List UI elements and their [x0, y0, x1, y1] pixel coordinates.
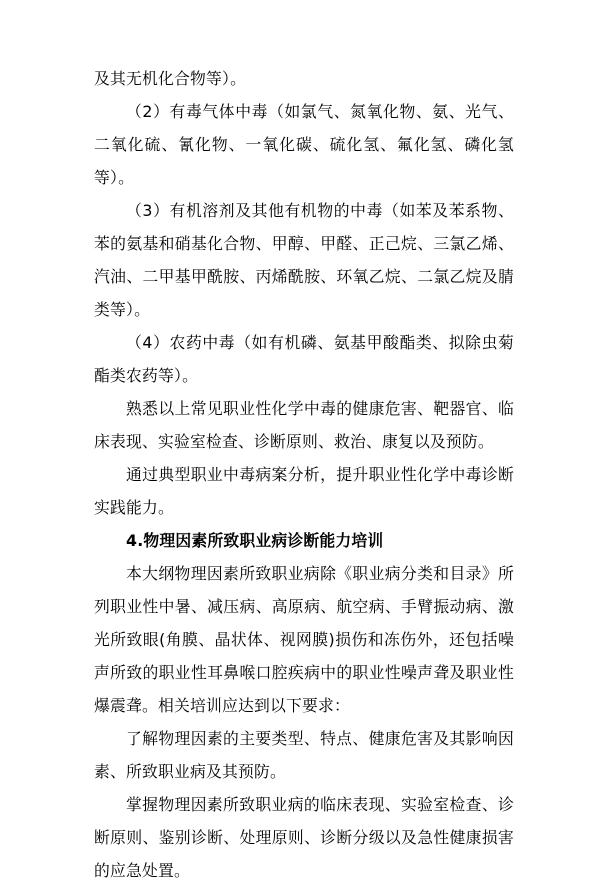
paragraph-understand-requirements: 了解物理因素的主要类型、特点、健康危害及其影响因素、所致职业病及其预防。	[94, 729, 514, 781]
document-body	[94, 62, 514, 887]
section-heading-physical-factors: 4.物理因素所致职业病诊断能力培训	[126, 531, 384, 550]
paragraph-continuation: 及其无机化合物等）。	[94, 69, 247, 88]
paragraph-organic-solvent-poisoning: （3）有机溶剂及其他有机物的中毒（如苯及苯系物、苯的氨基和硝基化合物、甲醇、甲醛、正己烷、三氯乙烯、汽油、二甲基甲酰胺、丙烯酰胺、环氧乙烷、二氯乙烷及腈类等）。	[94, 201, 514, 319]
paragraph-pesticide-poisoning: （4）农药中毒（如有机磷、氨基甲酸酯类、拟除虫菊酯类农药等）。	[94, 333, 514, 385]
paragraph-case-analysis: 通过典型职业中毒病案分析，提升职业性化学中毒诊断实践能力。	[94, 465, 514, 517]
paragraph-master-requirements: 掌握物理因素所致职业病的临床表现、实验室检查、诊断原则、鉴别诊断、处理原则、诊断分级以及急性健康损害的应急处置。	[94, 795, 514, 880]
paragraph-toxic-gas-poisoning: （2）有毒气体中毒（如氯气、氮氧化物、氨、光气、二氧化硫、氰化物、一氧化碳、硫化氢、氟化氢、磷化氢等）。	[94, 102, 514, 187]
paragraph-physical-factors-scope: 本大纲物理因素所致职业病除《职业病分类和目录》所列职业性中暑、减压病、高原病、航空病、手臂振动病、激光所致眼(角膜、晶状体、视网膜)损伤和冻伤外，还包括噪声所致的职业性耳鼻喉口腔疾病中的职业性噪声聋及职业性爆震聋。相关培训应达到以下要求：	[94, 564, 514, 715]
paragraph-familiarize-requirements: 熟悉以上常见职业性化学中毒的健康危害、靶器官、临床表现、实验室检查、诊断原则、救治、康复以及预防。	[94, 399, 514, 451]
